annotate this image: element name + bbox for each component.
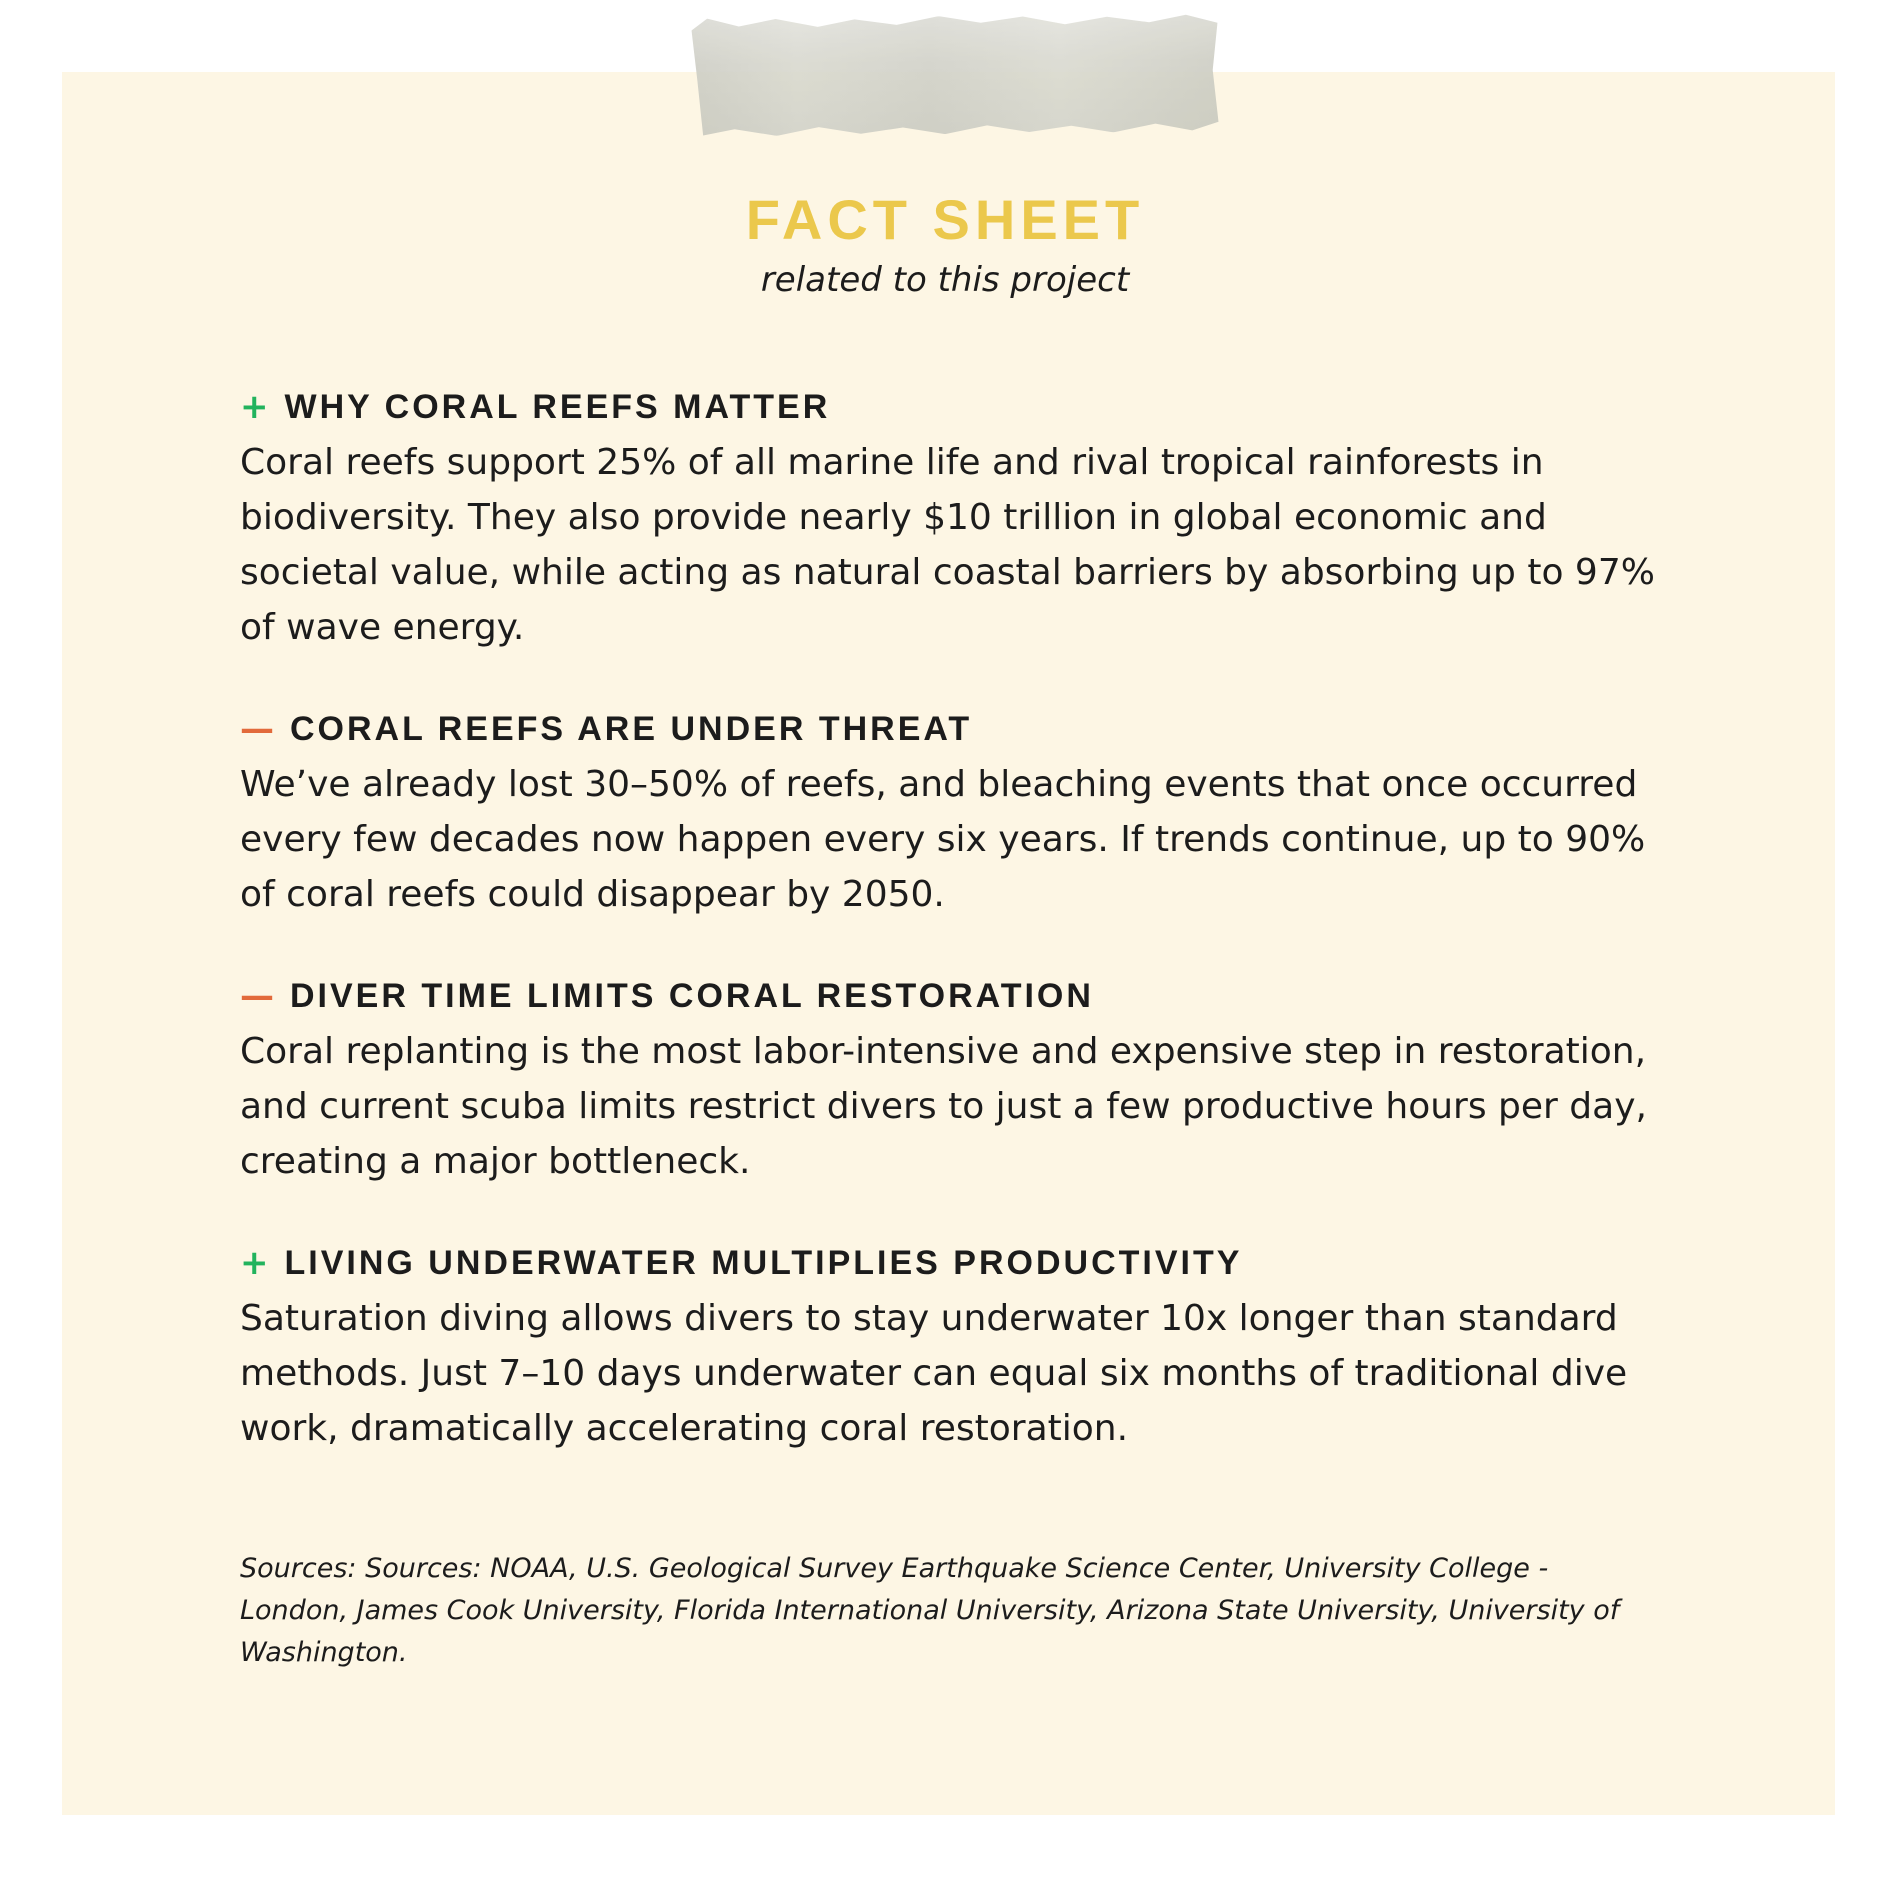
- section-coral-reefs-under-threat: [240, 707, 1690, 922]
- section-living-underwater: [240, 1241, 1690, 1456]
- page-subtitle: related to this project: [760, 260, 1130, 300]
- section-header: [240, 974, 1690, 1018]
- section-header: [240, 707, 1690, 751]
- section-why-coral-reefs-matter: [240, 385, 1690, 655]
- section-header: [240, 1241, 1690, 1285]
- page-title: FACT SHEET: [745, 188, 1145, 251]
- section-diver-time-limits: [240, 974, 1690, 1189]
- section-heading: WHY CORAL REEFS MATTER: [284, 388, 831, 426]
- minus-icon: —: [240, 976, 274, 1016]
- section-body: We’ve already lost 30–50% of reefs, and bleaching events that once occurred every few decades now happen every six years. If trends continue, up to 90% of coral reefs could disappear by 2050.: [240, 764, 1646, 915]
- section-body: Coral replanting is the most labor-intensive and expensive step in restoration, and current scuba limits restrict divers to just a few productive hours per day, creating a major bottleneck.: [240, 1031, 1647, 1182]
- section-body: Saturation diving allows divers to stay underwater 10x longer than standard methods. Just 7–10 days underwater can equal six months of traditional dive work, dramatically accelerating coral restoration.: [240, 1298, 1628, 1449]
- tape-strip: [691, 13, 1218, 137]
- fact-sheet-header: [0, 188, 1890, 300]
- plus-icon: +: [240, 387, 269, 427]
- section-heading: CORAL REEFS ARE UNDER THREAT: [290, 710, 973, 748]
- fact-sections: [240, 385, 1690, 1508]
- section-heading: LIVING UNDERWATER MULTIPLIES PRODUCTIVITY: [284, 1244, 1243, 1282]
- plus-icon: +: [240, 1243, 269, 1283]
- section-header: [240, 385, 1690, 429]
- section-body: Coral reefs support 25% of all marine life and rival tropical rainforests in biodiversity. They also provide nearly $10 trillion in global economic and societal value, while acting as natural coastal barriers by absorbing up to 97% of wave energy.: [240, 442, 1655, 648]
- section-heading: DIVER TIME LIMITS CORAL RESTORATION: [290, 977, 1094, 1015]
- sources-note: Sources: Sources: NOAA, U.S. Geological Survey Earthquake Science Center, University College - London, James Cook University, Florida International University, Arizona State University, University of Washington.: [240, 1553, 1620, 1668]
- minus-icon: —: [240, 709, 274, 749]
